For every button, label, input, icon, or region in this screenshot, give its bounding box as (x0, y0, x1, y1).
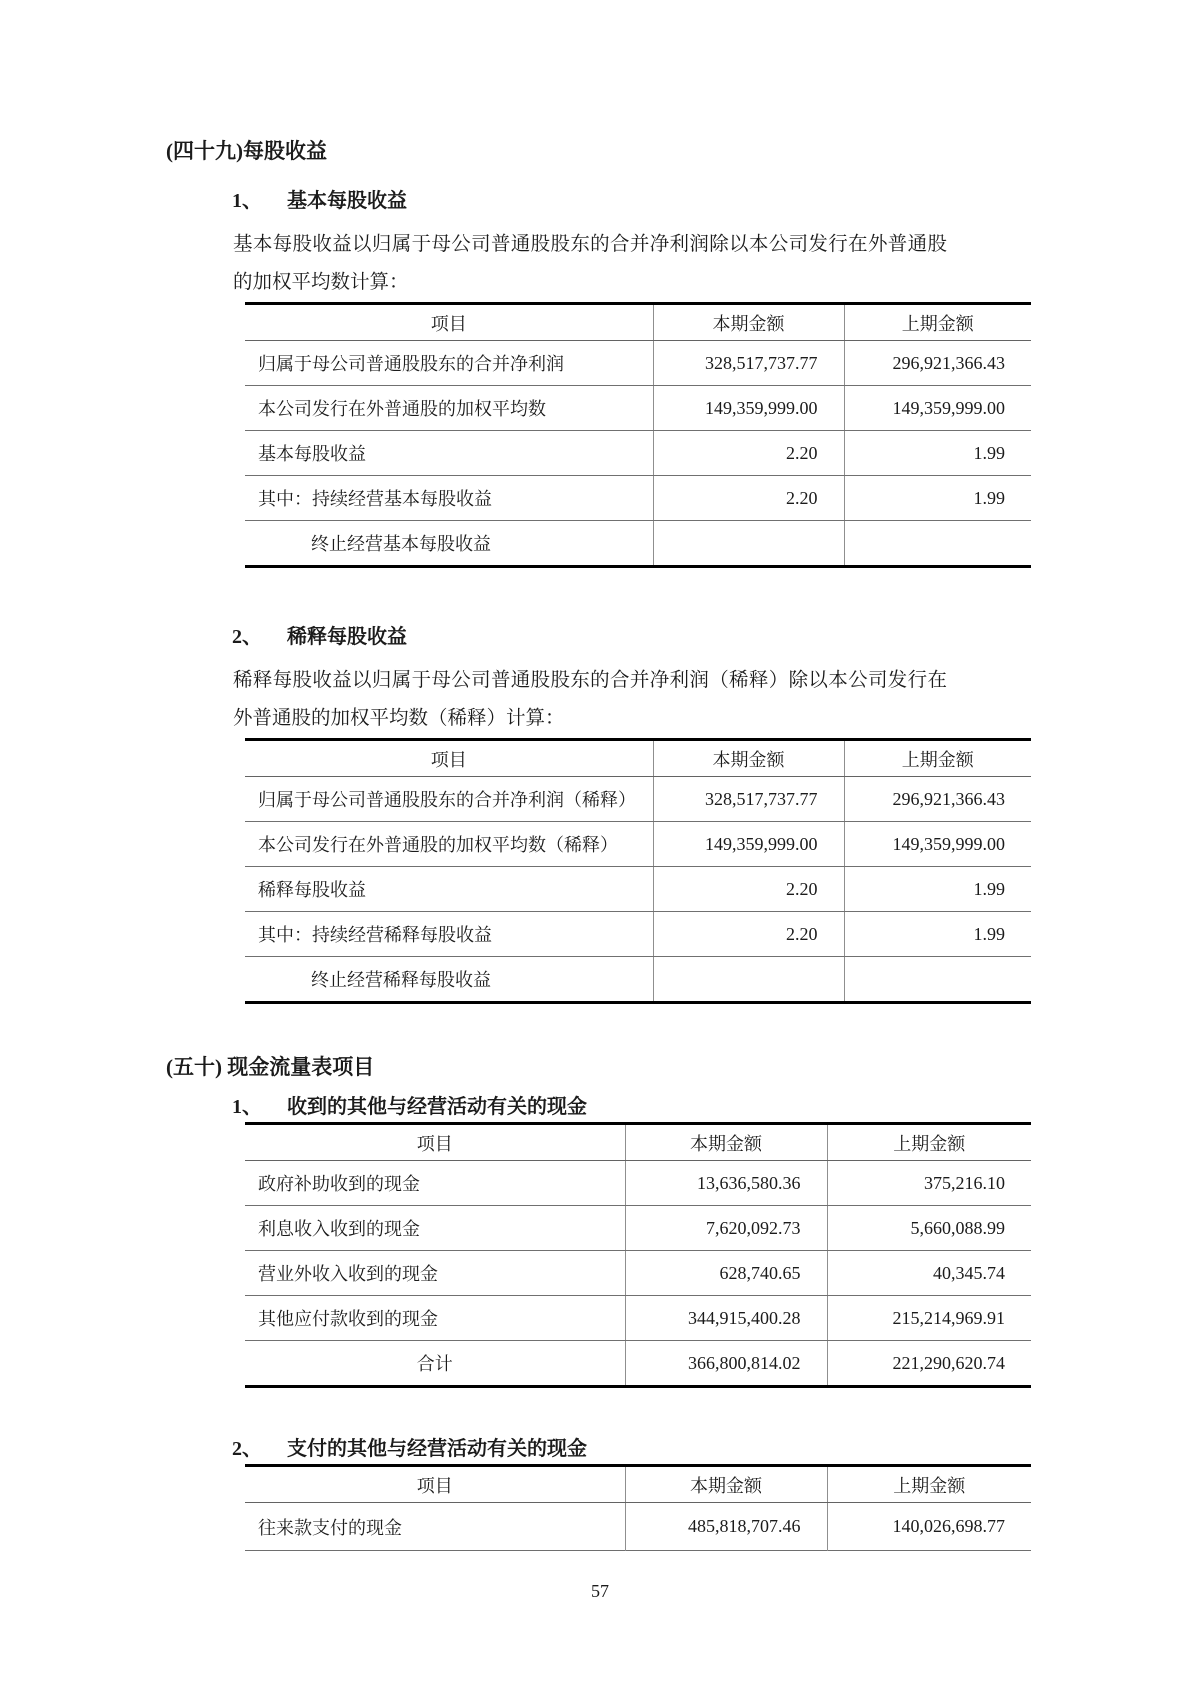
subsection-number: 1、 (232, 1096, 262, 1118)
table-row (245, 341, 1031, 386)
column-header-item: 项目 (245, 304, 653, 341)
page-number: 57 (591, 1581, 609, 1601)
current-amount-cell: 2.20 (653, 476, 844, 521)
subsection-number: 2、 (232, 1438, 262, 1460)
table-row (245, 1161, 1031, 1206)
table-row (245, 1503, 1031, 1551)
item-cell: 其他应付款收到的现金 (245, 1296, 625, 1341)
table-header-row (245, 740, 1031, 777)
prior-amount-cell: 221,290,620.74 (827, 1341, 1031, 1387)
item-cell: 基本每股收益 (245, 431, 653, 476)
column-header-item: 项目 (245, 1124, 625, 1161)
diluted-eps-paragraph: 稀释每股收益以归属于母公司普通股股东的合并净利润（稀释）除以本公司发行在外普通股的加权平均数（稀释）计算： (233, 670, 947, 729)
item-cell: 本公司发行在外普通股的加权平均数（稀释） (245, 822, 653, 867)
column-header-item: 项目 (245, 1466, 625, 1503)
current-amount-cell: 149,359,999.00 (653, 822, 844, 867)
current-amount-cell: 7,620,092.73 (625, 1206, 827, 1251)
column-header-current-period: 本期金额 (625, 1124, 827, 1161)
column-header-prior-period: 上期金额 (827, 1124, 1031, 1161)
prior-amount-cell: 1.99 (844, 867, 1031, 912)
column-header-current-period: 本期金额 (653, 304, 844, 341)
subsection-cash-received-heading (232, 1094, 1200, 1120)
table-row (245, 912, 1031, 957)
table-header-row (245, 304, 1031, 341)
current-amount-cell: 328,517,737.77 (653, 341, 844, 386)
prior-amount-cell: 5,660,088.99 (827, 1206, 1031, 1251)
prior-amount-cell: 215,214,969.91 (827, 1296, 1031, 1341)
table-row (245, 386, 1031, 431)
table-row (245, 822, 1031, 867)
subsection-number: 2、 (232, 626, 262, 648)
item-cell: 本公司发行在外普通股的加权平均数 (245, 386, 653, 431)
prior-amount-cell: 296,921,366.43 (844, 341, 1031, 386)
prior-amount-cell: 1.99 (844, 912, 1031, 957)
column-header-prior-period: 上期金额 (827, 1466, 1031, 1503)
current-amount-cell: 366,800,814.02 (625, 1341, 827, 1387)
item-cell: 归属于母公司普通股股东的合并净利润 (245, 341, 653, 386)
item-cell: 利息收入收到的现金 (245, 1206, 625, 1251)
table-header-row (245, 1124, 1031, 1161)
subsection-title: 支付的其他与经营活动有关的现金 (287, 1438, 587, 1460)
current-amount-cell: 149,359,999.00 (653, 386, 844, 431)
section-49-heading: (四十九)每股收益 (166, 139, 327, 163)
prior-amount-cell: 1.99 (844, 476, 1031, 521)
basic-eps-table (245, 302, 1031, 568)
item-cell: 终止经营基本每股收益 (311, 534, 491, 554)
item-cell: 营业外收入收到的现金 (245, 1251, 625, 1296)
subsection-diluted-eps-heading (232, 624, 1200, 650)
basic-eps-paragraph: 基本每股收益以归属于母公司普通股股东的合并净利润除以本公司发行在外普通股的加权平均数计算： (233, 234, 947, 293)
prior-amount-cell: 1.99 (844, 431, 1031, 476)
cash-paid-table (245, 1464, 1031, 1551)
current-amount-cell: 628,740.65 (625, 1251, 827, 1296)
subsection-basic-eps-heading (232, 188, 1200, 214)
column-header-current-period: 本期金额 (625, 1466, 827, 1503)
item-cell: 政府补助收到的现金 (245, 1161, 625, 1206)
item-cell: 终止经营稀释每股收益 (311, 970, 491, 990)
current-amount-cell: 485,818,707.46 (625, 1503, 827, 1551)
table-row (245, 521, 1031, 567)
current-amount-cell (653, 521, 844, 567)
cash-received-table (245, 1122, 1031, 1388)
prior-amount-cell (844, 957, 1031, 1003)
prior-amount-cell: 149,359,999.00 (844, 386, 1031, 431)
current-amount-cell (653, 957, 844, 1003)
current-amount-cell: 2.20 (653, 431, 844, 476)
table-total-row (245, 1341, 1031, 1387)
prior-amount-cell: 140,026,698.77 (827, 1503, 1031, 1551)
table-row (245, 1206, 1031, 1251)
item-cell: 其中：持续经营稀释每股收益 (245, 912, 653, 957)
table-row (245, 476, 1031, 521)
subsection-title: 收到的其他与经营活动有关的现金 (287, 1096, 587, 1118)
section-50-heading: (五十) 现金流量表项目 (166, 1055, 375, 1079)
item-cell: 稀释每股收益 (245, 867, 653, 912)
item-cell: 其中：持续经营基本每股收益 (245, 476, 653, 521)
prior-amount-cell: 149,359,999.00 (844, 822, 1031, 867)
column-header-item: 项目 (245, 740, 653, 777)
column-header-current-period: 本期金额 (653, 740, 844, 777)
table-header-row (245, 1466, 1031, 1503)
table-row (245, 777, 1031, 822)
subsection-title: 基本每股收益 (287, 190, 407, 212)
table-row (245, 1296, 1031, 1341)
table-row (245, 1251, 1031, 1296)
current-amount-cell: 344,915,400.28 (625, 1296, 827, 1341)
prior-amount-cell: 375,216.10 (827, 1161, 1031, 1206)
table-row (245, 431, 1031, 476)
subsection-cash-paid-heading (232, 1436, 1200, 1462)
subsection-title: 稀释每股收益 (287, 626, 407, 648)
diluted-eps-table (245, 738, 1031, 1004)
table-row (245, 867, 1031, 912)
current-amount-cell: 2.20 (653, 912, 844, 957)
current-amount-cell: 2.20 (653, 867, 844, 912)
current-amount-cell: 13,636,580.36 (625, 1161, 827, 1206)
item-cell: 往来款支付的现金 (258, 1517, 402, 1538)
prior-amount-cell: 40,345.74 (827, 1251, 1031, 1296)
item-cell: 归属于母公司普通股股东的合并净利润（稀释） (245, 777, 653, 822)
subsection-number: 1、 (232, 190, 262, 212)
table-row (245, 957, 1031, 1003)
column-header-prior-period: 上期金额 (844, 304, 1031, 341)
prior-amount-cell: 296,921,366.43 (844, 777, 1031, 822)
current-amount-cell: 328,517,737.77 (653, 777, 844, 822)
prior-amount-cell (844, 521, 1031, 567)
total-label-cell: 合计 (416, 1354, 453, 1374)
column-header-prior-period: 上期金额 (844, 740, 1031, 777)
